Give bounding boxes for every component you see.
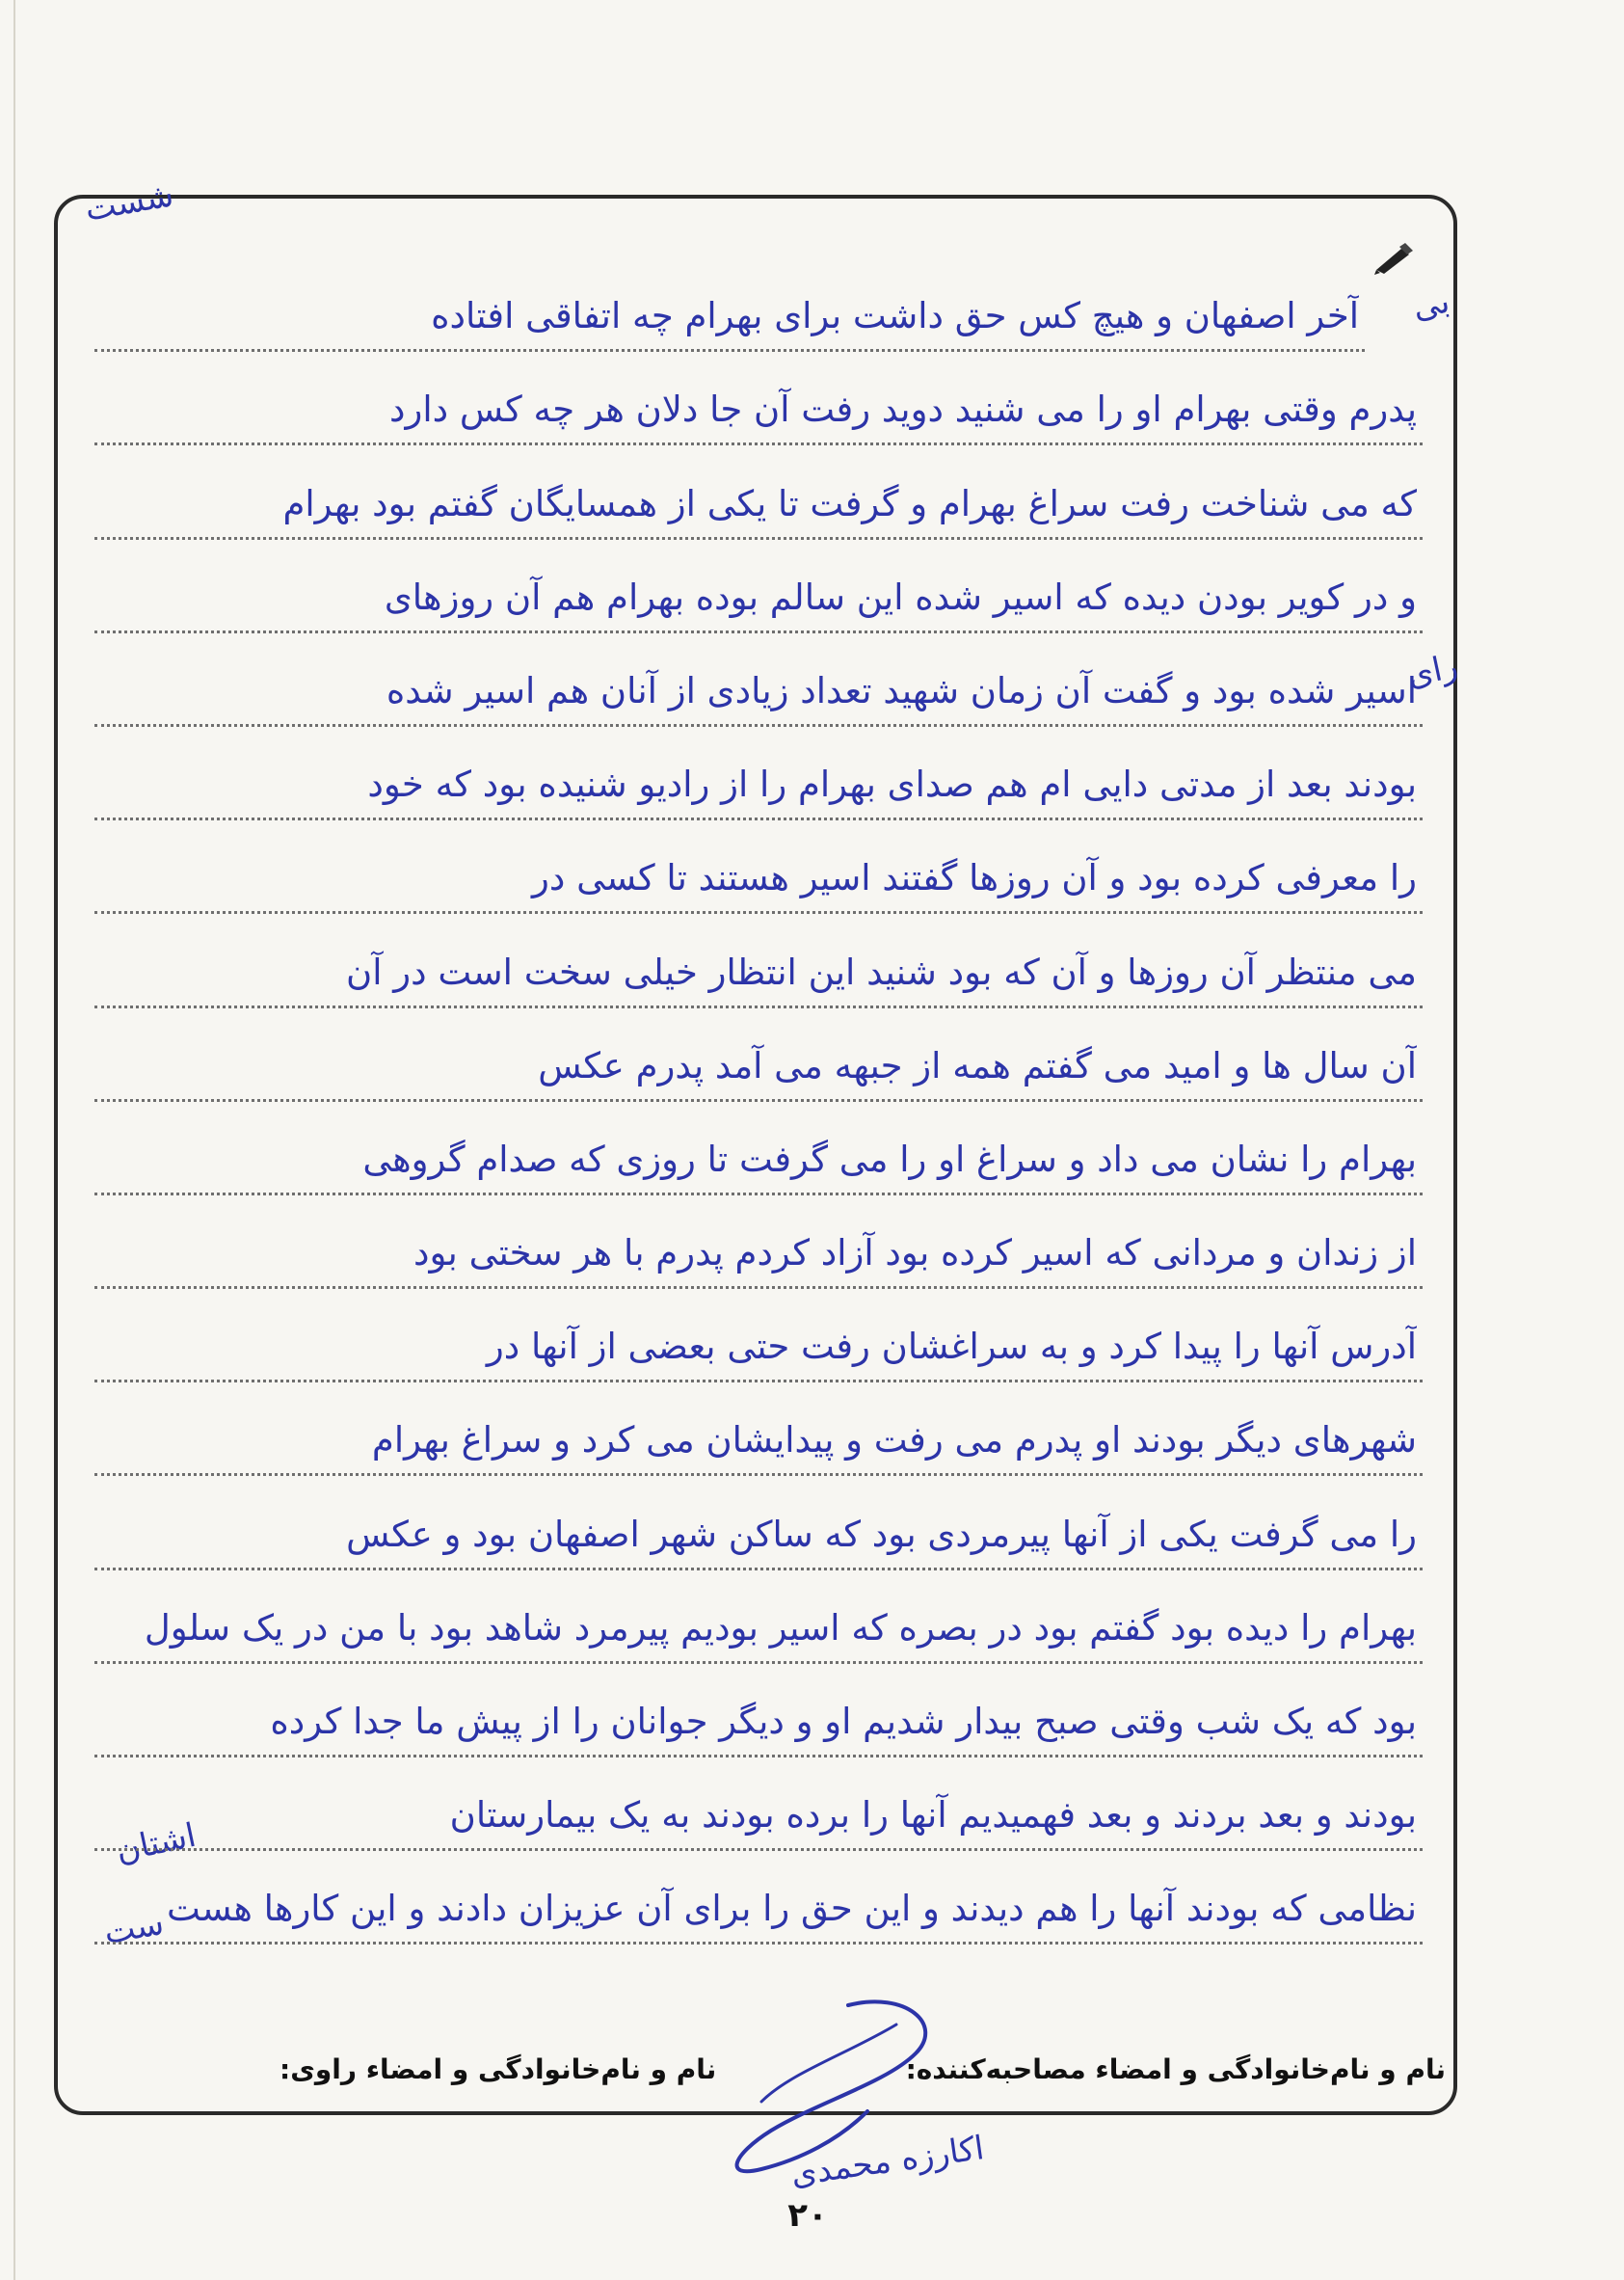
line-text: بودند بعد از مدتی دایی ام هم صدای بهرام را از رادیو شنیده بود که خود xyxy=(367,764,1417,806)
text-line xyxy=(94,1289,1423,1382)
text-line xyxy=(94,1664,1423,1757)
line-text: آن سال ها و امید می گفتم همه از جبهه می آمد پدرم عکس xyxy=(538,1044,1417,1086)
text-line xyxy=(94,1851,1423,1945)
text-line xyxy=(94,1382,1423,1476)
text-line xyxy=(94,820,1423,914)
line-text: اسیر شده بود و گفت آن زمان شهید تعداد زیادی از آنان هم اسیر شده xyxy=(386,669,1417,711)
line-text: شهرهای دیگر بودند او پدرم می رفت و پیدایشان می کرد و سراغ بهرام xyxy=(371,1419,1417,1462)
line-text: را معرفی کرده بود و آن روزها گفتند اسیر هستند تا کسی در xyxy=(532,857,1417,899)
text-line xyxy=(94,352,1423,445)
text-line xyxy=(94,633,1423,727)
margin-note-top-left: شست xyxy=(82,175,176,229)
narrator-label: نام و نام‌خانوادگی و امضاء راوی: xyxy=(280,2053,717,2085)
margin-note-left-bottom-1: اشتان xyxy=(112,1815,200,1871)
margin-note-right-2: رای xyxy=(1403,646,1462,696)
text-line xyxy=(94,1102,1423,1195)
text-line xyxy=(94,445,1423,539)
text-line xyxy=(94,1195,1423,1289)
line-text: را می گرفت یکی از آنها پیرمردی بود که ساکن شهر اصفهان بود و عکس xyxy=(346,1513,1417,1555)
text-line xyxy=(94,914,1423,1007)
text-line xyxy=(94,1757,1423,1851)
text-line xyxy=(94,540,1423,633)
text-line xyxy=(94,258,1365,352)
line-text: آدرس آنها را پیدا کرد و به سراغشان رفت حتی بعضی از آنها در xyxy=(486,1326,1417,1368)
binding-edge xyxy=(13,0,15,2280)
line-text: بودند و بعد بردند و بعد فهمیدیم آنها را برده بودند به یک بیمارستان xyxy=(449,1794,1417,1837)
text-line xyxy=(94,1008,1423,1102)
margin-note-right-1: بی xyxy=(1409,282,1453,328)
line-text: می منتظر آن روزها و آن که بود شنید این انتظار خیلی سخت است در آن xyxy=(346,951,1417,993)
handwritten-lines xyxy=(94,258,1423,1945)
signature-name: اکارزه محمدی xyxy=(788,2129,987,2194)
text-line xyxy=(94,1570,1423,1664)
line-text: پدرم وقتی بهرام او را می شنید دوید رفت آن جا دلان هر چه کس دارد xyxy=(389,389,1417,431)
line-text: بود که یک شب وقتی صبح بیدار شدیم او و دیگر جوانان را از پیش ما جدا کرده xyxy=(270,1701,1417,1742)
line-text: از زندان و مردانی که اسیر کرده بود آزاد کردم پدرم با هر سختی بود xyxy=(413,1232,1417,1274)
line-text: و در کویر بودن دیده که اسیر شده این سالم بوده بهرام هم آن روزهای xyxy=(384,576,1417,618)
line-text: نظامی که بودند آنها را هم دیدند و این حق را برای آن عزیزان دادند و این کارها هست xyxy=(167,1888,1417,1930)
line-text: بهرام را نشان می داد و سراغ او را می گرفت تا روزی که صدام گروهی xyxy=(362,1138,1417,1180)
page-number: ۲۰ xyxy=(787,2196,828,2235)
line-text: آخر اصفهان و هیچ کس حق داشت برای بهرام چه اتفاقی افتاده xyxy=(431,295,1359,337)
text-line xyxy=(94,727,1423,820)
interviewer-label: نام و نام‌خانوادگی و امضاء مصاحبه‌کننده: xyxy=(905,2053,1446,2085)
line-text: که می شناخت رفت سراغ بهرام و گرفت تا یکی از همسایگان گفتم بود بهرام xyxy=(282,482,1417,524)
text-line xyxy=(94,1476,1423,1569)
line-text: بهرام را دیده بود گفتم بود در بصره که اسیر بودیم پیرمرد شاهد بود با من در یک سلول xyxy=(144,1606,1417,1649)
margin-note-left-bottom-2: ست xyxy=(100,1903,167,1953)
